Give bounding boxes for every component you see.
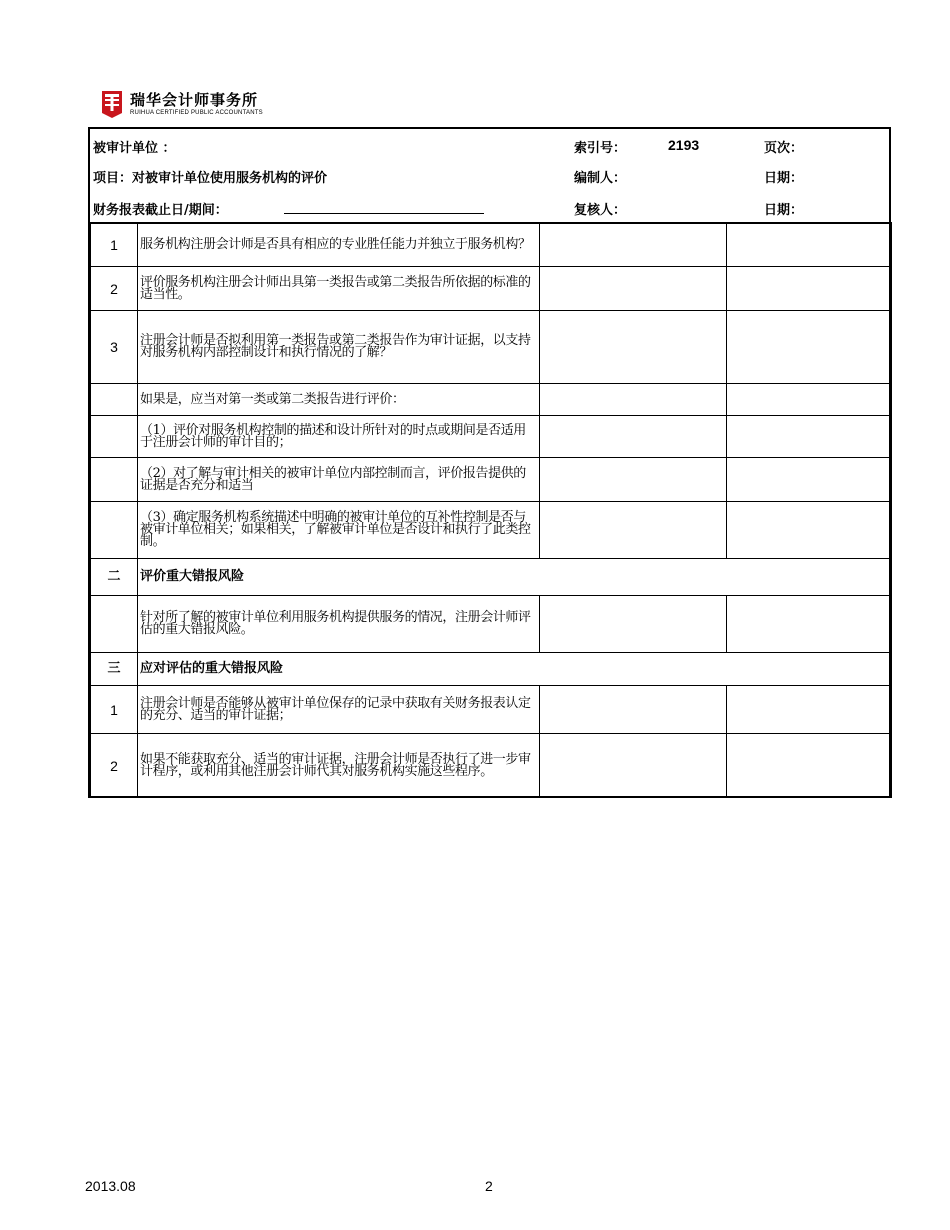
- item-number: 3: [91, 311, 138, 384]
- procedure-text: （3）确定服务机构系统描述中明确的被审计单位的互补性控制是否与被审计单位相关；如果相关，了解被审计单位是否设计和执行了此类控制。: [138, 502, 540, 559]
- item-number: 2: [91, 734, 138, 798]
- reference-cell[interactable]: [727, 384, 892, 416]
- reference-cell[interactable]: [727, 223, 892, 267]
- date-label-1: 日期：: [764, 171, 804, 186]
- procedure-table: [90, 222, 892, 798]
- response-cell[interactable]: [540, 223, 727, 267]
- period-label: 财务报表截止日/期间：: [93, 203, 228, 218]
- project-title: 项目：对被审计单位使用服务机构的评价: [93, 171, 328, 186]
- procedure-text: 注册会计师是否能够从被审计单位保存的记录中获取有关财务报表认定的充分、适当的审计证据；: [138, 686, 540, 734]
- index-label: 索引号：: [574, 141, 627, 156]
- response-cell[interactable]: [540, 734, 727, 798]
- response-cell[interactable]: [540, 686, 727, 734]
- procedure-text: 评价服务机构注册会计师出具第一类报告或第二类报告所依据的标准的适当性。: [138, 267, 540, 311]
- firm-name-cn: 瑞华会计师事务所: [130, 90, 259, 109]
- item-number: [91, 596, 138, 653]
- table-row: [91, 686, 892, 734]
- table-row: [91, 734, 892, 798]
- procedure-text: 注册会计师是否拟利用第一类报告或第二类报告作为审计证据，以支持对服务机构内部控制设计和执行情况的了解？: [138, 311, 540, 384]
- page-label: 页次：: [764, 141, 804, 156]
- item-number: [91, 502, 138, 559]
- reference-cell[interactable]: [727, 458, 892, 502]
- reference-cell[interactable]: [727, 502, 892, 559]
- audit-worksheet: [88, 127, 891, 798]
- table-row: [91, 502, 892, 559]
- footer-page-number: 2: [485, 1178, 493, 1194]
- table-row: [91, 223, 892, 267]
- procedure-text: 如果是，应当对第一类或第二类报告进行评价：: [138, 384, 540, 416]
- period-input-line[interactable]: [284, 213, 484, 214]
- worksheet-header: [90, 129, 889, 224]
- response-cell[interactable]: [540, 502, 727, 559]
- date-label-2: 日期：: [764, 203, 804, 218]
- reference-cell[interactable]: [727, 686, 892, 734]
- table-row: [91, 596, 892, 653]
- procedure-text: （2）对了解与审计相关的被审计单位内部控制而言，评价报告提供的证据是否充分和适当: [138, 458, 540, 502]
- item-number: 1: [91, 686, 138, 734]
- reference-cell[interactable]: [727, 311, 892, 384]
- response-cell[interactable]: [540, 311, 727, 384]
- firm-name-en: RUIHUA CERTIFIED PUBLIC ACCOUNTANTS: [130, 109, 263, 116]
- response-cell[interactable]: [540, 267, 727, 311]
- section-row: [91, 559, 892, 596]
- response-cell[interactable]: [540, 416, 727, 458]
- procedure-text: 如果不能获取充分、适当的审计证据，注册会计师是否执行了进一步审计程序，或利用其他注册会计师代其对服务机构实施这些程序。: [138, 734, 540, 798]
- reference-cell[interactable]: [727, 416, 892, 458]
- footer-version: 2013.08: [85, 1178, 136, 1194]
- response-cell[interactable]: [540, 384, 727, 416]
- reviewer-label: 复核人：: [574, 203, 627, 218]
- reference-cell[interactable]: [727, 267, 892, 311]
- response-cell[interactable]: [540, 596, 727, 653]
- firm-logo: [100, 88, 263, 120]
- table-row: [91, 458, 892, 502]
- table-row: [91, 311, 892, 384]
- table-row: [91, 384, 892, 416]
- section-row: [91, 653, 892, 686]
- table-row: [91, 267, 892, 311]
- section-title: 评价重大错报风险: [138, 559, 892, 596]
- section-number: 三: [91, 653, 138, 686]
- item-number: [91, 384, 138, 416]
- reference-cell[interactable]: [727, 596, 892, 653]
- procedure-text: （1）评价对服务机构控制的描述和设计所针对的时点或期间是否适用于注册会计师的审计目的；: [138, 416, 540, 458]
- item-number: 2: [91, 267, 138, 311]
- index-value: 2193: [668, 137, 700, 153]
- response-cell[interactable]: [540, 458, 727, 502]
- item-number: [91, 416, 138, 458]
- item-number: [91, 458, 138, 502]
- procedure-text: 服务机构注册会计师是否具有相应的专业胜任能力并独立于服务机构？: [138, 223, 540, 267]
- preparer-label: 编制人：: [574, 171, 627, 186]
- firm-logo-icon: [100, 89, 124, 119]
- section-number: 二: [91, 559, 138, 596]
- reference-cell[interactable]: [727, 734, 892, 798]
- procedure-text: 针对所了解的被审计单位利用服务机构提供服务的情况，注册会计师评估的重大错报风险。: [138, 596, 540, 653]
- section-title: 应对评估的重大错报风险: [138, 653, 892, 686]
- table-row: [91, 416, 892, 458]
- item-number: 1: [91, 223, 138, 267]
- auditee-label: 被审计单位 ：: [93, 141, 176, 156]
